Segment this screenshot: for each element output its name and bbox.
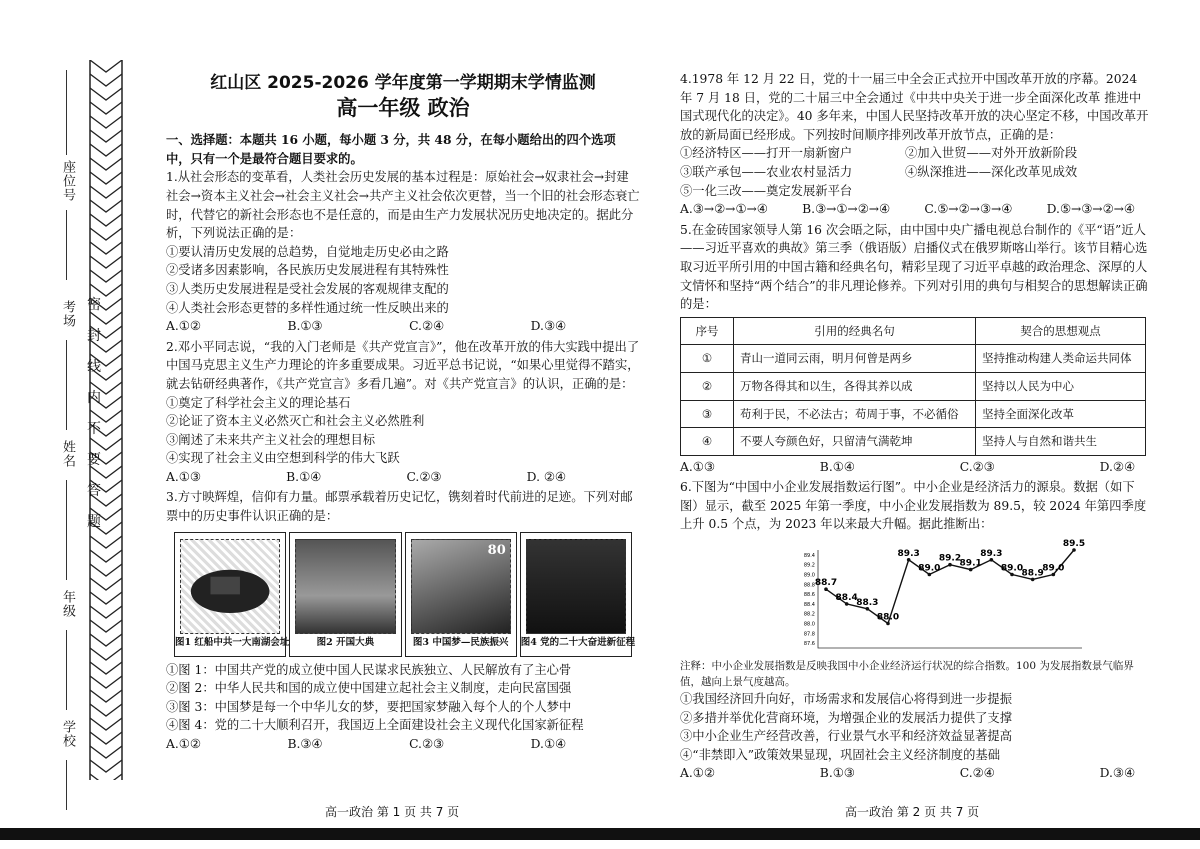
q5-choice-a[interactable]: A.①③: [680, 459, 715, 474]
q2-option: ①奠定了科学社会主义的理论基石: [166, 395, 351, 410]
sme-index-chart: [790, 538, 1090, 658]
data-label: 88.7: [814, 578, 838, 589]
q2-choice-d[interactable]: D. ②④: [526, 469, 566, 484]
chevron-mark: [90, 774, 122, 780]
chevron-mark: [90, 746, 122, 758]
stamp-3-picture: [411, 539, 511, 634]
table-cell: 苟利于民，不必法古；苟周于事，不必循俗: [734, 400, 976, 428]
chevron-mark: [90, 592, 122, 604]
seat-label: 座位号: [60, 160, 75, 202]
seal-char: 内: [87, 390, 101, 406]
chevron-mark: [90, 620, 122, 632]
table-cell: 坚持全面深化改革: [976, 400, 1146, 428]
chevron-mark: [90, 116, 122, 128]
exam-title: 红山区 2025-2026 学年度第一学期期末学情监测: [210, 73, 596, 93]
seat-line-lower: [66, 210, 67, 280]
q1-option: ④人类社会形态更替的多样性通过统一性反映出来的: [166, 300, 449, 315]
q3-choice-a[interactable]: A.①②: [166, 737, 201, 752]
table-row: [681, 428, 1146, 456]
table-cell: ①: [681, 345, 734, 373]
data-label: 89.3: [980, 548, 1003, 559]
chevron-mark: [90, 662, 122, 674]
chevron-mark: [90, 704, 122, 716]
q1-choice-a[interactable]: A.①②: [166, 319, 201, 334]
chevron-mark: [90, 186, 122, 198]
chevron-mark: [90, 606, 122, 618]
chevron-mark: [90, 88, 122, 100]
stamp-1-caption: 图1 红船中共一大南湖会址: [175, 637, 290, 649]
q6-choices: [680, 764, 1135, 783]
data-label: 88.0: [876, 612, 900, 623]
sme-index-chart-svg: [790, 538, 1090, 658]
data-label: 89.2: [938, 553, 962, 564]
q1-option: ③人类历史发展进程是受社会发展的客观规律支配的: [166, 281, 449, 296]
seal-char: 密: [87, 297, 101, 313]
q2-option: ②论证了资本主义必然灭亡和社会主义必然胜利: [166, 414, 425, 429]
q4-option: ④纵深推进——深化改革见成效: [905, 164, 1078, 179]
table-cell: 坚持推动构建人类命运共同体: [976, 345, 1146, 373]
data-label: 88.3: [856, 597, 879, 608]
q2-option: ④实现了社会主义由空想到科学的伟大飞跃: [166, 451, 400, 466]
stamp-3: [405, 532, 517, 657]
stamp-4-picture: [526, 539, 626, 634]
table-row: [681, 400, 1146, 428]
q4-choices: [680, 200, 1135, 219]
y-tick-label: 89.4: [803, 552, 815, 559]
stamp-2-picture: [295, 539, 395, 634]
chevron-mark: [90, 718, 122, 730]
q4-choice-c[interactable]: C.⑤→②→③→④: [924, 202, 1013, 217]
question-6-stem: 6.下图为“中国中小企业发展指数运行图”。中小企业是经济活力的源泉。数据（如下图）显示，截至 2025 年第一季度，中小企业发展指数为 89.5，较 2024 年第四季度上升 0.5 个点，为 2023 年以来最大升幅。据此推断出：: [680, 480, 1147, 532]
seat-line: [66, 70, 67, 155]
q2-option: ③阐述了未来共产主义社会的理想目标: [166, 432, 376, 447]
q6-choice-a[interactable]: A.①②: [680, 766, 715, 781]
chevron-mark: [90, 158, 122, 170]
q2-choice-b[interactable]: B.①④: [286, 469, 322, 484]
chevron-mark: [90, 270, 122, 282]
q1-option: ①要认清历史发展的总趋势，自觉地走历史必由之路: [166, 244, 449, 259]
q3-option: ①图 1：中国共产党的成立使中国人民谋求民族独立、人民解放有了主心骨: [166, 662, 572, 677]
table-cell: 坚持人与自然和谐共生: [976, 428, 1146, 456]
stamp-3-caption: 图3 中国梦—民族振兴: [412, 637, 509, 649]
question-4-stem: 4.1978 年 12 月 22 日，党的十一届三中全会正式拉开中国改革开放的序幕。2024 年 7 月 18 日，党的二十届三中全会通过《中共中央关于进一步全面深化改革 推进中国式现代化的决定》。40 多年来，中国人民坚持改革开放的决心坚定不移，中国改革开放的新局面已经形成。下列按时间顺序排列改革开放节点，正确的是：: [680, 72, 1149, 142]
q4-choice-b[interactable]: B.③→①→②→④: [802, 202, 891, 217]
seal-char: 封: [87, 328, 101, 344]
section-heading: 一、选择题：本题共 16 小题，每小题 3 分，共 48 分，在每小题给出的四个选项中，只有一个是最符合题目要求的。: [166, 132, 616, 166]
q2-choices: [166, 468, 566, 487]
question-3-stem: 3.方寸映辉煌，信仰有力量。邮票承载着历史记忆，镌刻着时代前进的足迹。下列对邮票中的历史事件认识正确的是：: [166, 490, 633, 524]
table-header: 契合的思想观点: [976, 317, 1146, 345]
q6-note: 注释：中小企业发展指数是反映我国中小企业经济运行状况的综合指数。100 为发展指数景气临界值，越向上景气度越高。: [680, 660, 1134, 689]
right-page: [680, 70, 1150, 785]
data-label: 89.0: [918, 563, 941, 574]
data-label: 89.3: [897, 548, 920, 559]
table-cell: 不要人夸颜色好，只留清气满乾坤: [734, 428, 976, 456]
table-cell: ④: [681, 428, 734, 456]
chevron-mark: [90, 102, 122, 114]
table-cell: ③: [681, 400, 734, 428]
chevron-mark: [90, 172, 122, 184]
stamp-3-value: 80: [487, 542, 506, 558]
q3-choice-b[interactable]: B.③④: [287, 737, 323, 752]
stamp-4: [520, 532, 636, 657]
chevron-mark: [90, 256, 122, 268]
stamp-images: [174, 532, 636, 657]
q3-option: ③图 3：中国梦是每一个中华儿女的梦，要把国家梦融入每个人的个人梦中: [166, 699, 572, 714]
q6-option: ④“非禁即入”政策效果显现，巩固社会主义经济制度的基础: [680, 747, 1000, 762]
y-tick-label: 88.4: [803, 601, 815, 608]
q1-choice-d[interactable]: D.③④: [530, 319, 566, 334]
chevron-mark: [90, 60, 122, 72]
school-line: [66, 760, 67, 810]
chevron-mark: [90, 550, 122, 562]
q4-choice-a[interactable]: A.③→②→①→④: [680, 202, 768, 217]
left-page: [166, 74, 640, 756]
question-2-stem: 2.邓小平同志说，“我的入门老师是《共产党宣言》”，他在改革开放的伟大实践中提出了中国马克思主义生产力理论的许多重要成果。习近平总书记说，“如果心里觉得不踏实，就去钻研经典著作，《共产党宣言》多看几遍”。对《共产党宣言》的认识，正确的是：: [166, 339, 640, 391]
chevron-mark: [90, 130, 122, 142]
q6-option: ②多措并举优化营商环境，为增强企业的发展活力提供了支撑: [680, 710, 1013, 725]
q1-option: ②受诸多因素影响，各民族历史发展进程有其特殊性: [166, 263, 449, 278]
room-line: [66, 340, 67, 430]
q6-choice-d[interactable]: D.③④: [1099, 766, 1135, 781]
name-label: 姓名: [60, 440, 75, 468]
seal-char: 题: [87, 514, 101, 530]
q3-choices: [166, 735, 566, 754]
y-tick-label: 89.2: [803, 562, 815, 569]
chevron-mark: [90, 200, 122, 212]
q1-choices: [166, 317, 566, 336]
q2-choice-c[interactable]: C.②③: [406, 469, 442, 484]
chevron-mark: [90, 228, 122, 240]
q4-choice-d[interactable]: D.⑤→③→②→④: [1046, 202, 1135, 217]
scan-bottom-bar: [0, 828, 1200, 840]
page-footer-right: 高一政治 第 2 页 共 7 页: [845, 805, 980, 819]
q5-table: [680, 317, 1146, 456]
table-cell: 青山一道同云雨，明月何曾是两乡: [734, 345, 976, 373]
q3-option: ②图 2：中华人民共和国的成立使中国建立起社会主义制度，走向民富国强: [166, 681, 572, 696]
stamp-2-caption: 图2 开国大典: [316, 637, 375, 649]
chevron-mark: [90, 634, 122, 646]
q5-choice-b[interactable]: B.①④: [819, 459, 855, 474]
page-footer-left: 高一政治 第 1 页 共 7 页: [325, 805, 460, 819]
data-label: 88.4: [835, 592, 858, 603]
grade-line: [66, 630, 67, 710]
q6-choice-b[interactable]: B.①③: [819, 766, 855, 781]
grade-label: 年级: [60, 590, 75, 618]
chevron-mark: [90, 242, 122, 254]
q3-choice-d[interactable]: D.①④: [530, 737, 566, 752]
table-header: 序号: [681, 317, 734, 345]
chevron-mark: [90, 648, 122, 660]
room-label: 考场: [60, 300, 75, 328]
exam-subtitle: 高一年级 政治: [336, 95, 470, 120]
chevron-mark: [90, 564, 122, 576]
q6-option: ①我国经济回升向好，市场需求和发展信心将得到进一步提振: [680, 692, 1013, 707]
y-tick-label: 87.8: [803, 631, 815, 638]
chevron-mark: [90, 74, 122, 86]
seal-char: 答: [87, 483, 101, 499]
stamp-4-caption: 图4 党的二十大奋进新征程: [520, 637, 636, 649]
chevron-mark: [90, 760, 122, 772]
y-tick-label: 88.0: [803, 621, 815, 628]
q1-choice-b[interactable]: B.①③: [287, 319, 323, 334]
table-row: [681, 345, 1146, 373]
q5-choice-c[interactable]: C.②③: [959, 459, 995, 474]
q4-option: ⑤一化三改——奠定发展新平台: [680, 183, 853, 198]
chevron-mark: [90, 732, 122, 744]
q2-choice-a[interactable]: A.①③: [166, 469, 201, 484]
stamp-1-picture: [180, 539, 280, 634]
q4-option: ①经济特区——打开一扇新窗户: [680, 146, 853, 161]
q4-option: ③联产承包——农业农村显活力: [680, 164, 853, 179]
y-tick-label: 88.2: [803, 611, 815, 618]
question-1-stem: 1.从社会形态的变革看，人类社会历史发展的基本过程是：原始社会→奴隶社会→封建社会→资本主义社会→社会主义社会→共产主义社会依次更替，当一个旧的社会形态衰亡时，代替它的新社会形态也不是任意的，而是由生产力发展状况历史地决定的。据此分析，下列说法正确的是：: [166, 170, 640, 241]
chevron-mark: [90, 690, 122, 702]
table-cell: 万物各得其和以生，各得其养以成: [734, 372, 976, 400]
data-label: 89.1: [959, 558, 982, 569]
q1-choice-c[interactable]: C.②④: [409, 319, 444, 334]
table-header: 引用的经典名句: [734, 317, 976, 345]
table-cell: 坚持以人民为中心: [976, 372, 1146, 400]
seal-char: 要: [87, 452, 101, 468]
stamp-2: [289, 532, 401, 657]
q4-option: ②加入世贸——对外开放新阶段: [905, 146, 1078, 161]
data-label: 88.9: [1021, 568, 1044, 579]
y-tick-label: 88.8: [803, 582, 815, 589]
q6-option: ③中小企业生产经营改善，行业景气水平和经济效益显著提高: [680, 729, 1013, 744]
table-row: [681, 372, 1146, 400]
binding-strip: [0, 0, 160, 830]
q6-choice-c[interactable]: C.②④: [959, 766, 995, 781]
table-header-row: [681, 317, 1146, 345]
q3-option: ④图 4：党的二十大顺利召开，我国迈上全面建设社会主义现代化国家新征程: [166, 718, 584, 733]
table-cell: ②: [681, 372, 734, 400]
chevron-mark: [90, 676, 122, 688]
stamp-1: [174, 532, 290, 657]
q5-choices: [680, 458, 1135, 477]
seal-char: 不: [87, 421, 101, 437]
y-tick-label: 89.0: [803, 572, 815, 579]
data-label: 89.0: [1000, 563, 1024, 574]
seal-text: [86, 290, 102, 538]
data-label: 89.5: [1062, 539, 1086, 550]
q3-choice-c[interactable]: C.②③: [409, 737, 444, 752]
y-tick-label: 87.6: [803, 641, 815, 648]
data-label: 89.0: [1042, 563, 1065, 574]
q5-choice-d[interactable]: D.②④: [1099, 459, 1135, 474]
school-label: 学校: [60, 720, 75, 748]
chevron-mark: [90, 214, 122, 226]
q4-options: [680, 144, 1140, 200]
red-boat-icon: [181, 540, 279, 633]
question-5-stem: 5.在金砖国家领导人第 16 次会晤之际，由中国中央广播电视总台制作的《平“语”近人——习近平喜欢的典故》第三季（俄语版）启播仪式在俄罗斯喀山举行。该节目精心选取习近平所引用的中国古籍和经典名句，精彩呈现了习近平卓越的政治理念、深厚的人文情怀和坚持“两个结合”的非凡理论修养。下列对引用的典句与相契合的思想解读正确的是：: [680, 222, 1148, 312]
chevron-mark: [90, 578, 122, 590]
chevron-mark: [90, 144, 122, 156]
y-tick-label: 88.6: [803, 592, 815, 599]
name-line: [66, 480, 67, 580]
seal-char: 线: [87, 359, 101, 375]
